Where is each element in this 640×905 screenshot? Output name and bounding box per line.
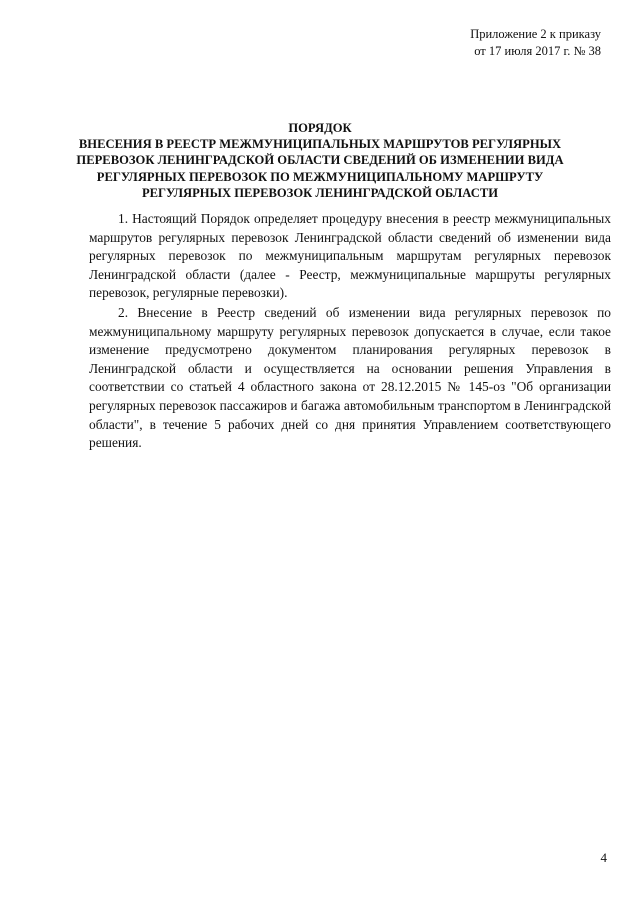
title-line-3: РЕГУЛЯРНЫХ ПЕРЕВОЗОК ПО МЕЖМУНИЦИПАЛЬНОМУ МАРШРУТУ [96,169,544,184]
document-title [70,120,570,201]
appendix-line-2: от 17 июля 2017 г. № 38 [474,44,601,58]
appendix-line-1: Приложение 2 к приказу [470,27,601,41]
appendix-note [381,26,601,60]
document-body [89,210,611,453]
title-heading: ПОРЯДОК [288,121,352,135]
paragraph-1: 1. Настоящий Порядок определяет процедуру внесения в реестр межмуниципальных маршрутов регулярных перевозок Ленинградской области сведений об изменении вида регулярных перевозок по межмуниципальным маршрутам регулярных перевозок Ленинградской области (далее - Реестр, межмуниципальные маршруты регулярных перевозок, регулярные перевозки). [89,211,611,301]
title-line-2: ПЕРЕВОЗОК ЛЕНИНГРАДСКОЙ ОБЛАСТИ СВЕДЕНИЙ ОБ ИЗМЕНЕНИИ ВИДА [76,153,564,168]
title-line-1: ВНЕСЕНИЯ В РЕЕСТР МЕЖМУНИЦИПАЛЬНЫХ МАРШРУТОВ РЕГУЛЯРНЫХ [78,137,562,152]
title-line-4: РЕГУЛЯРНЫХ ПЕРЕВОЗОК ЛЕНИНГРАДСКОЙ ОБЛАСТИ [141,185,499,200]
paragraph-2: 2. Внесение в Реестр сведений об изменении вида регулярных перевозок по межмуниципальному маршруту регулярных перевозок допускается в случае, если такое изменение предусмотрено документом планирования регулярных перевозок в Ленинградской области и осуществляется на основании решения Управления в соответствии со статьей 4 областного закона от 28.12.2015 № 145-оз "Об организации регулярных перевозок пассажиров и багажа автомобильным транспортом в Ленинградской области", в течение 5 рабочих дней со дня принятия Управлением соответствующего решения. [89,304,611,451]
page-number: 4 [600,850,607,865]
